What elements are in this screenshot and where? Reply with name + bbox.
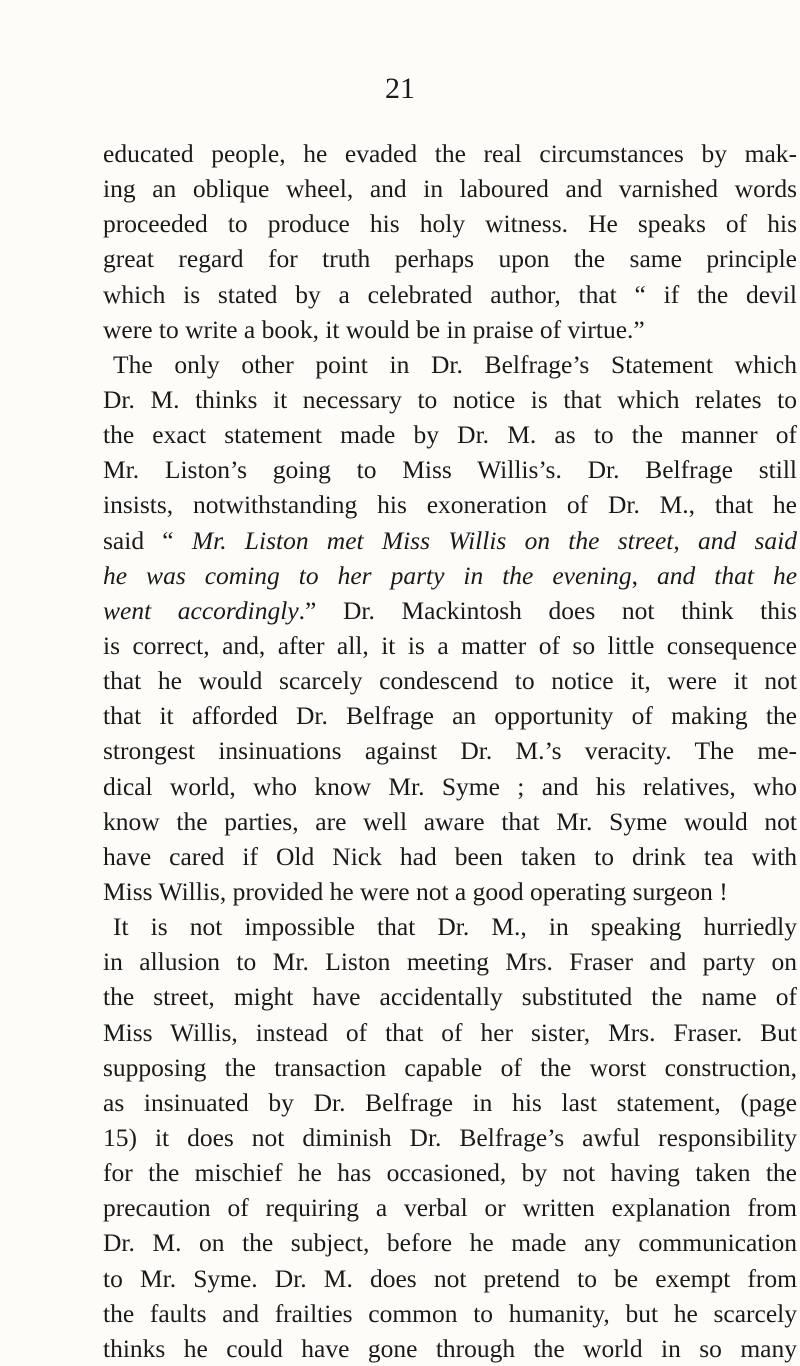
text-line [103,1261,797,1296]
text-line [103,1190,797,1225]
text-line [103,733,797,768]
text-run: thinks he could have gone through the world in so many [103,1333,797,1363]
text-line [103,804,797,839]
text-run: ing an oblique wheel, and in laboured and varnished words [103,174,797,204]
text-run: which is stated by a celebrated author, that “ if the devil [103,279,797,309]
text-run: supposing the transaction capable of the worst construction, [103,1052,797,1082]
text-run: in allusion to Mr. Liston meeting Mrs. Fraser and party on [103,947,797,977]
text-run: the exact statement made by Dr. M. as to the manner of [103,420,797,450]
text-line [103,1085,797,1120]
text-line [103,1155,797,1190]
text-line [103,874,797,909]
text-run: to Mr. Syme. Dr. M. does not pretend to be exempt from [103,1263,797,1293]
text-run: have cared if Old Nick had been taken to drink tea with [103,841,797,871]
page-number: 21 [385,72,415,105]
text-run: Dr. M. on the subject, before he made any communication [103,1228,797,1258]
text-run: proceeded to produce his holy witness. He speaks of his [103,209,797,239]
text-run: is correct, and, after all, it is a matter of so little consequence [103,630,797,660]
text-run: , [631,560,658,590]
text-line [103,769,797,804]
text-line [103,1331,797,1366]
text-run: .” Dr. Mackintosh does not think this [298,595,798,625]
text-line [103,452,797,487]
text-line [103,487,797,522]
text-line [103,523,797,558]
text-run: that it afforded Dr. Belfrage an opportunity of making the [103,701,797,731]
italic-text: Mr. Liston met Miss Willis on the street [191,525,674,555]
italic-text: he was coming to her party in the evening [103,560,632,590]
text-run: educated people, he evaded the real circumstances by mak- [103,139,797,168]
text-line [103,979,797,1014]
text-run: the faults and frailties common to humanity, but he scarcely [103,1298,797,1328]
italic-text: went accordingly [103,595,299,625]
text-line [103,1225,797,1260]
text-line [103,944,797,979]
text-line [103,277,797,312]
text-line [103,206,797,241]
text-line [103,839,797,874]
text-run: that he would scarcely condescend to notice it, were it not [103,666,797,696]
text-run: dical world, who know Mr. Syme ; and his relatives, who [103,771,797,801]
text-line [103,382,797,417]
text-run: Mr. Liston’s going to Miss Willis’s. Dr. Belfrage still [103,455,797,485]
text-line [103,698,797,733]
text-line [103,136,797,171]
text-run: precaution of requiring a verbal or written explanation from [103,1193,797,1223]
text-line [103,312,797,347]
text-run: Miss Willis, instead of that of her sister, Mrs. Fraser. But [103,1017,797,1047]
text-run: know the parties, are well aware that Mr. Syme would not [103,806,797,836]
text-line [103,909,797,944]
text-run: great regard for truth perhaps upon the same principle [103,244,797,274]
text-run: said “ [103,525,192,555]
text-run: Dr. M. thinks it necessary to notice is that which relates to [103,384,797,414]
body-text [103,136,797,1366]
text-line [103,593,797,628]
text-line [103,171,797,206]
text-line [103,1120,797,1155]
text-line [103,1015,797,1050]
text-run: Miss Willis, provided he were not a good operating surgeon ! [103,876,728,906]
text-run: the street, might have accidentally substituted the name of [103,982,797,1012]
italic-text: and said [698,525,798,555]
text-line [103,663,797,698]
text-run: were to write a book, it would be in praise of virtue.” [103,314,645,344]
text-run: It is not impossible that Dr. M., in speaking hurriedly [113,912,797,942]
text-run: insists, notwithstanding his exoneration of Dr. M., that he [103,490,797,520]
text-run: 15) it does not diminish Dr. Belfrage’s awful responsibility [103,1122,797,1152]
text-line [103,558,797,593]
text-run: strongest insinuations against Dr. M.’s veracity. The me- [103,736,797,766]
text-line [103,347,797,382]
text-line [103,241,797,276]
text-line [103,1296,797,1331]
text-run: as insinuated by Dr. Belfrage in his last statement, (page [103,1087,797,1117]
text-line [103,628,797,663]
text-line [103,417,797,452]
text-run: , [673,525,699,555]
italic-text: and that he [657,560,798,590]
text-run: The only other point in Dr. Belfrage’s Statement which [113,349,797,379]
text-line [103,1050,797,1085]
text-run: for the mischief he has occasioned, by not having taken the [103,1158,797,1188]
